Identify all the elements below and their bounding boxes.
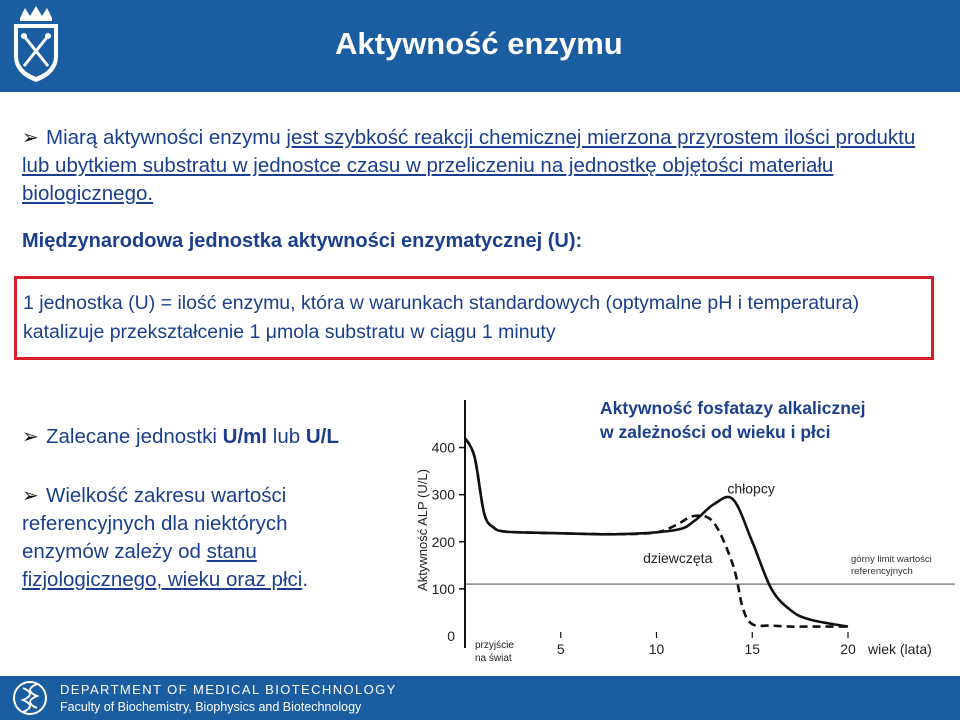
unit-u-l: U/L <box>305 425 339 448</box>
reference-label-line2: referencyjnych <box>851 566 913 578</box>
bullet1-text-start: Miarą aktywności enzymu <box>46 126 287 149</box>
series-label-boys: chłopcy <box>727 480 775 497</box>
x-tick-label: 5 <box>556 641 565 657</box>
chart-title-line1: Aktywność fosfatazy alkalicznej <box>600 398 866 418</box>
department-logo-icon <box>12 680 48 716</box>
x-tick-label: 15 <box>744 641 761 657</box>
bullet3-text-underlined: stanu fizjologicznego, wieku oraz płci <box>22 540 303 591</box>
bullet-activity-definition <box>22 124 922 208</box>
unit-subheading: Międzynarodowa jednostka aktywności enzymatycznej (U): <box>22 230 583 252</box>
x-axis-label: wiek (lata) <box>868 641 932 657</box>
reference-label-line1: górny limit wartości <box>851 554 932 566</box>
x-origin-label-line2: na świat <box>475 653 512 664</box>
definition-text: 1 jednostka (U) = ilość enzymu, która w warunkach standardowych (optymalne pH i temperatura) katalizuje przekształcenie 1 μmola substratu w ciągu 1 minuty <box>23 292 860 343</box>
x-tick-label: 20 <box>840 641 856 657</box>
arrow-bullet-icon: ➢ <box>22 485 39 507</box>
bullet2-prefix: Zalecane jednostki <box>46 425 223 448</box>
y-tick-label: 400 <box>431 439 455 456</box>
bullet-reference-range <box>22 482 362 594</box>
bullet2-middle: lub <box>267 425 306 448</box>
footer-department: DEPARTMENT OF MEDICAL BIOTECHNOLOGY <box>60 682 397 697</box>
footer-faculty: Faculty of Biochemistry, Biophysics and Biotechnology <box>60 700 362 714</box>
header-bar <box>0 0 960 92</box>
series-label-girls: dziewczęta <box>643 549 713 566</box>
chart-title-line2: w zależności od wieku i płci <box>600 422 831 442</box>
y-tick-label: 200 <box>431 533 455 550</box>
bullet3-text-end: . <box>302 568 309 591</box>
page-title: Aktywność enzymu <box>335 26 623 61</box>
definition-box <box>14 276 934 360</box>
x-origin-label-line1: przyjście <box>475 640 514 651</box>
y-tick-label: 300 <box>431 486 455 503</box>
arrow-bullet-icon: ➢ <box>22 426 39 448</box>
bullet3-text-start: Wielkość zakresu wartości referencyjnych dla niektórych enzymów zależy od <box>22 484 288 563</box>
footer-bar <box>0 676 960 720</box>
bullet-recommended-units <box>22 424 339 449</box>
alp-age-chart <box>405 392 955 672</box>
university-crest-icon <box>8 4 64 84</box>
unit-u-ml: U/ml <box>222 425 268 448</box>
y-tick-label: 0 <box>447 628 455 644</box>
x-tick-label: 10 <box>648 641 665 657</box>
bullet1-text-underlined: jest szybkość reakcji chemicznej mierzona przyrostem ilości produktu lub ubytkiem substratu w jednostce czasu w przeliczeniu na jednostkę objętości materiału biologicznego. <box>22 126 916 205</box>
y-tick-label: 100 <box>431 580 455 597</box>
arrow-bullet-icon: ➢ <box>22 127 39 149</box>
y-axis-label: Aktywność ALP (U/L) <box>415 469 430 591</box>
